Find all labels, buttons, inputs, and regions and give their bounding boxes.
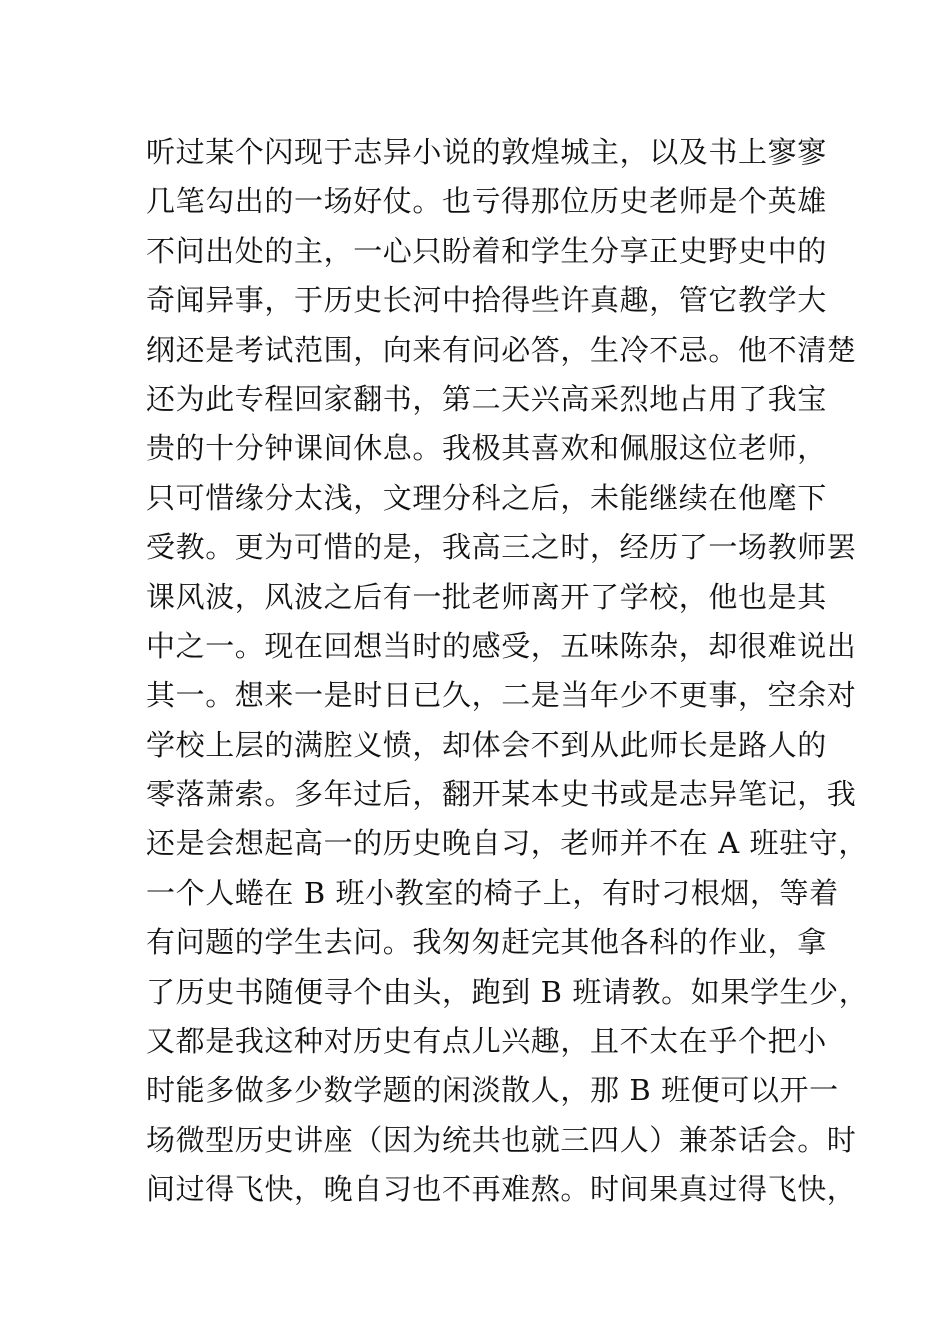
text-line: 中之一。现在回想当时的感受，五味陈杂，却很难说出 — [146, 628, 857, 663]
text-line: 课风波，风波之后有一批老师离开了学校，他也是其 — [146, 579, 827, 614]
text-line: 奇闻异事，于历史长河中拾得些许真趣，管它教学大 — [146, 283, 827, 318]
text-line: 了历史书随便寻个由头，跑到 B 班请教。如果学生少， — [146, 974, 869, 1009]
text-line: 时能多做多少数学题的闲淡散人，那 B 班便可以开一 — [146, 1073, 839, 1108]
text-line: 纲还是考试范围，向来有问必答，生冷不忌。他不清楚 — [146, 332, 857, 367]
text-line: 又都是我这种对历史有点儿兴趣，且不太在乎个把小 — [146, 1024, 827, 1059]
text-line: 场微型历史讲座（因为统共也就三四人）兼茶话会。时 — [146, 1122, 857, 1157]
text-line: 听过某个闪现于志异小说的敦煌城主，以及书上寥寥 — [146, 135, 827, 169]
text-line: 零落萧索。多年过后，翻开某本史书或是志异笔记，我 — [146, 777, 857, 812]
text-line: 贵的十分钟课间休息。我极其喜欢和佩服这位老师， — [146, 431, 827, 466]
text-line: 学校上层的满腔义愤，却体会不到从此师长是路人的 — [146, 727, 827, 762]
text-line: 还为此专程回家翻书，第二天兴高采烈地占用了我宝 — [146, 381, 827, 416]
text-line: 间过得飞快，晚自习也不再难熬。时间果真过得飞快， — [146, 1172, 857, 1207]
text-line: 其一。想来一是时日已久，二是当年少不更事，空余对 — [146, 678, 857, 713]
text-line: 受教。更为可惜的是，我高三之时，经历了一场教师罢 — [146, 530, 857, 565]
text-line: 几笔勾出的一场好仗。也亏得那位历史老师是个英雄 — [146, 184, 827, 219]
text-line: 不问出处的主，一心只盼着和学生分享正史野史中的 — [146, 233, 827, 268]
body-text — [146, 128, 869, 1215]
text-line: 还是会想起高一的历史晚自习，老师并不在 A 班驻守， — [146, 826, 868, 861]
text-line: 一个人蜷在 B 班小教室的椅子上，有时刁根烟，等着 — [146, 875, 839, 910]
text-line: 有问题的学生去问。我匆匆赶完其他各科的作业，拿 — [146, 925, 827, 960]
text-line: 只可惜缘分太浅，文理分科之后，未能继续在他麾下 — [146, 480, 827, 515]
